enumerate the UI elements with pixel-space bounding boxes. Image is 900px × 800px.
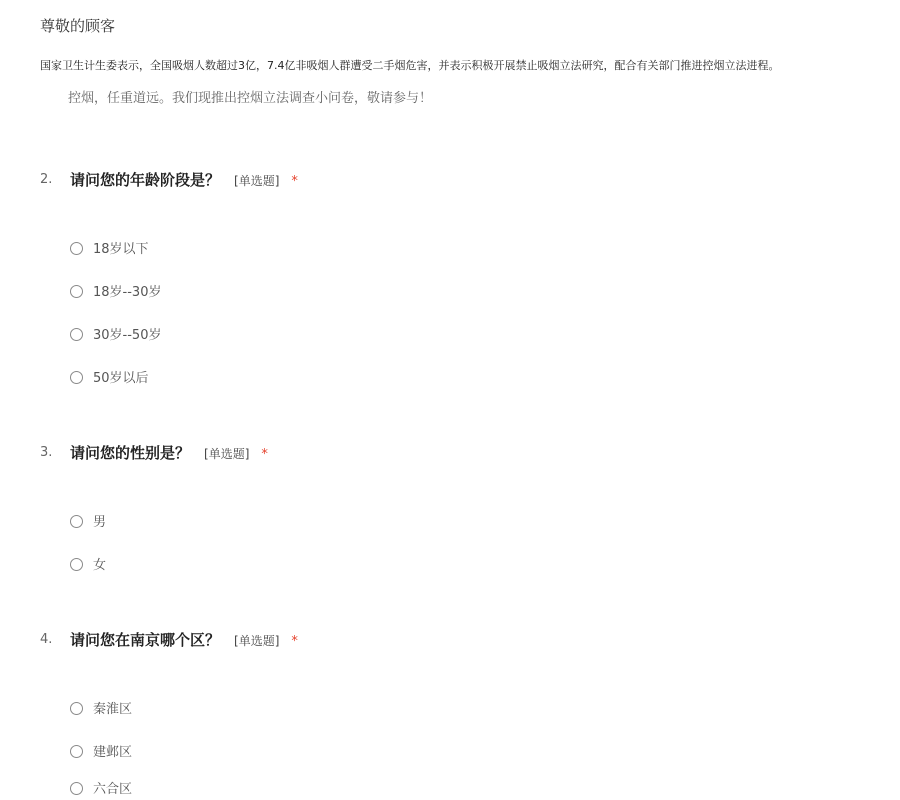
question-number: 3. (40, 445, 53, 460)
option-label[interactable]: 秦淮区 (93, 702, 133, 717)
radio-button[interactable] (70, 242, 83, 255)
radio-button[interactable] (70, 515, 83, 528)
option-label[interactable]: 18岁以下 (93, 242, 149, 257)
required-marker: * (291, 634, 298, 649)
radio-button[interactable] (70, 285, 83, 298)
option-label[interactable]: 建邺区 (93, 745, 133, 760)
radio-button[interactable] (70, 745, 83, 758)
option-label[interactable]: 30岁--50岁 (93, 328, 162, 343)
invite-text: 控烟，任重道远。我们现推出控烟立法调查小问卷，敬请参与！ (68, 91, 433, 106)
radio-button[interactable] (70, 782, 83, 795)
option-label[interactable]: 六合区 (93, 782, 133, 797)
question-title-row (40, 628, 860, 652)
question-type-label: [单选题] (234, 634, 280, 648)
option-label[interactable]: 男 (93, 515, 107, 530)
notice-text: 国家卫生计生委表示，全国吸烟人数超过3亿，7.4亿非吸烟人群遭受二手烟危害，并表示积极开展禁止吸烟立法研究，配合有关部门推进控烟立法进程。 (40, 59, 780, 72)
greeting-heading: 尊敬的顾客 (40, 17, 116, 35)
radio-button[interactable] (70, 328, 83, 341)
question-district (40, 628, 860, 797)
required-marker: * (261, 447, 268, 462)
question-title-row (40, 441, 860, 465)
radio-button[interactable] (70, 702, 83, 715)
radio-button[interactable] (70, 371, 83, 384)
radio-button[interactable] (70, 558, 83, 571)
question-age (40, 168, 860, 386)
question-type-label: [单选题] (234, 174, 280, 188)
question-title: 请问您的性别是？ (70, 444, 191, 462)
question-gender (40, 441, 860, 573)
question-title-row (40, 168, 860, 192)
option-label[interactable]: 女 (93, 558, 107, 573)
question-title: 请问您的年龄阶段是？ (70, 171, 221, 189)
question-type-label: [单选题] (204, 447, 250, 461)
required-marker: * (291, 174, 298, 189)
question-title: 请问您在南京哪个区？ (70, 631, 221, 649)
question-number: 4. (40, 632, 53, 647)
option-label[interactable]: 18岁--30岁 (93, 285, 162, 300)
option-label[interactable]: 50岁以后 (93, 371, 149, 386)
question-number: 2. (40, 172, 53, 187)
